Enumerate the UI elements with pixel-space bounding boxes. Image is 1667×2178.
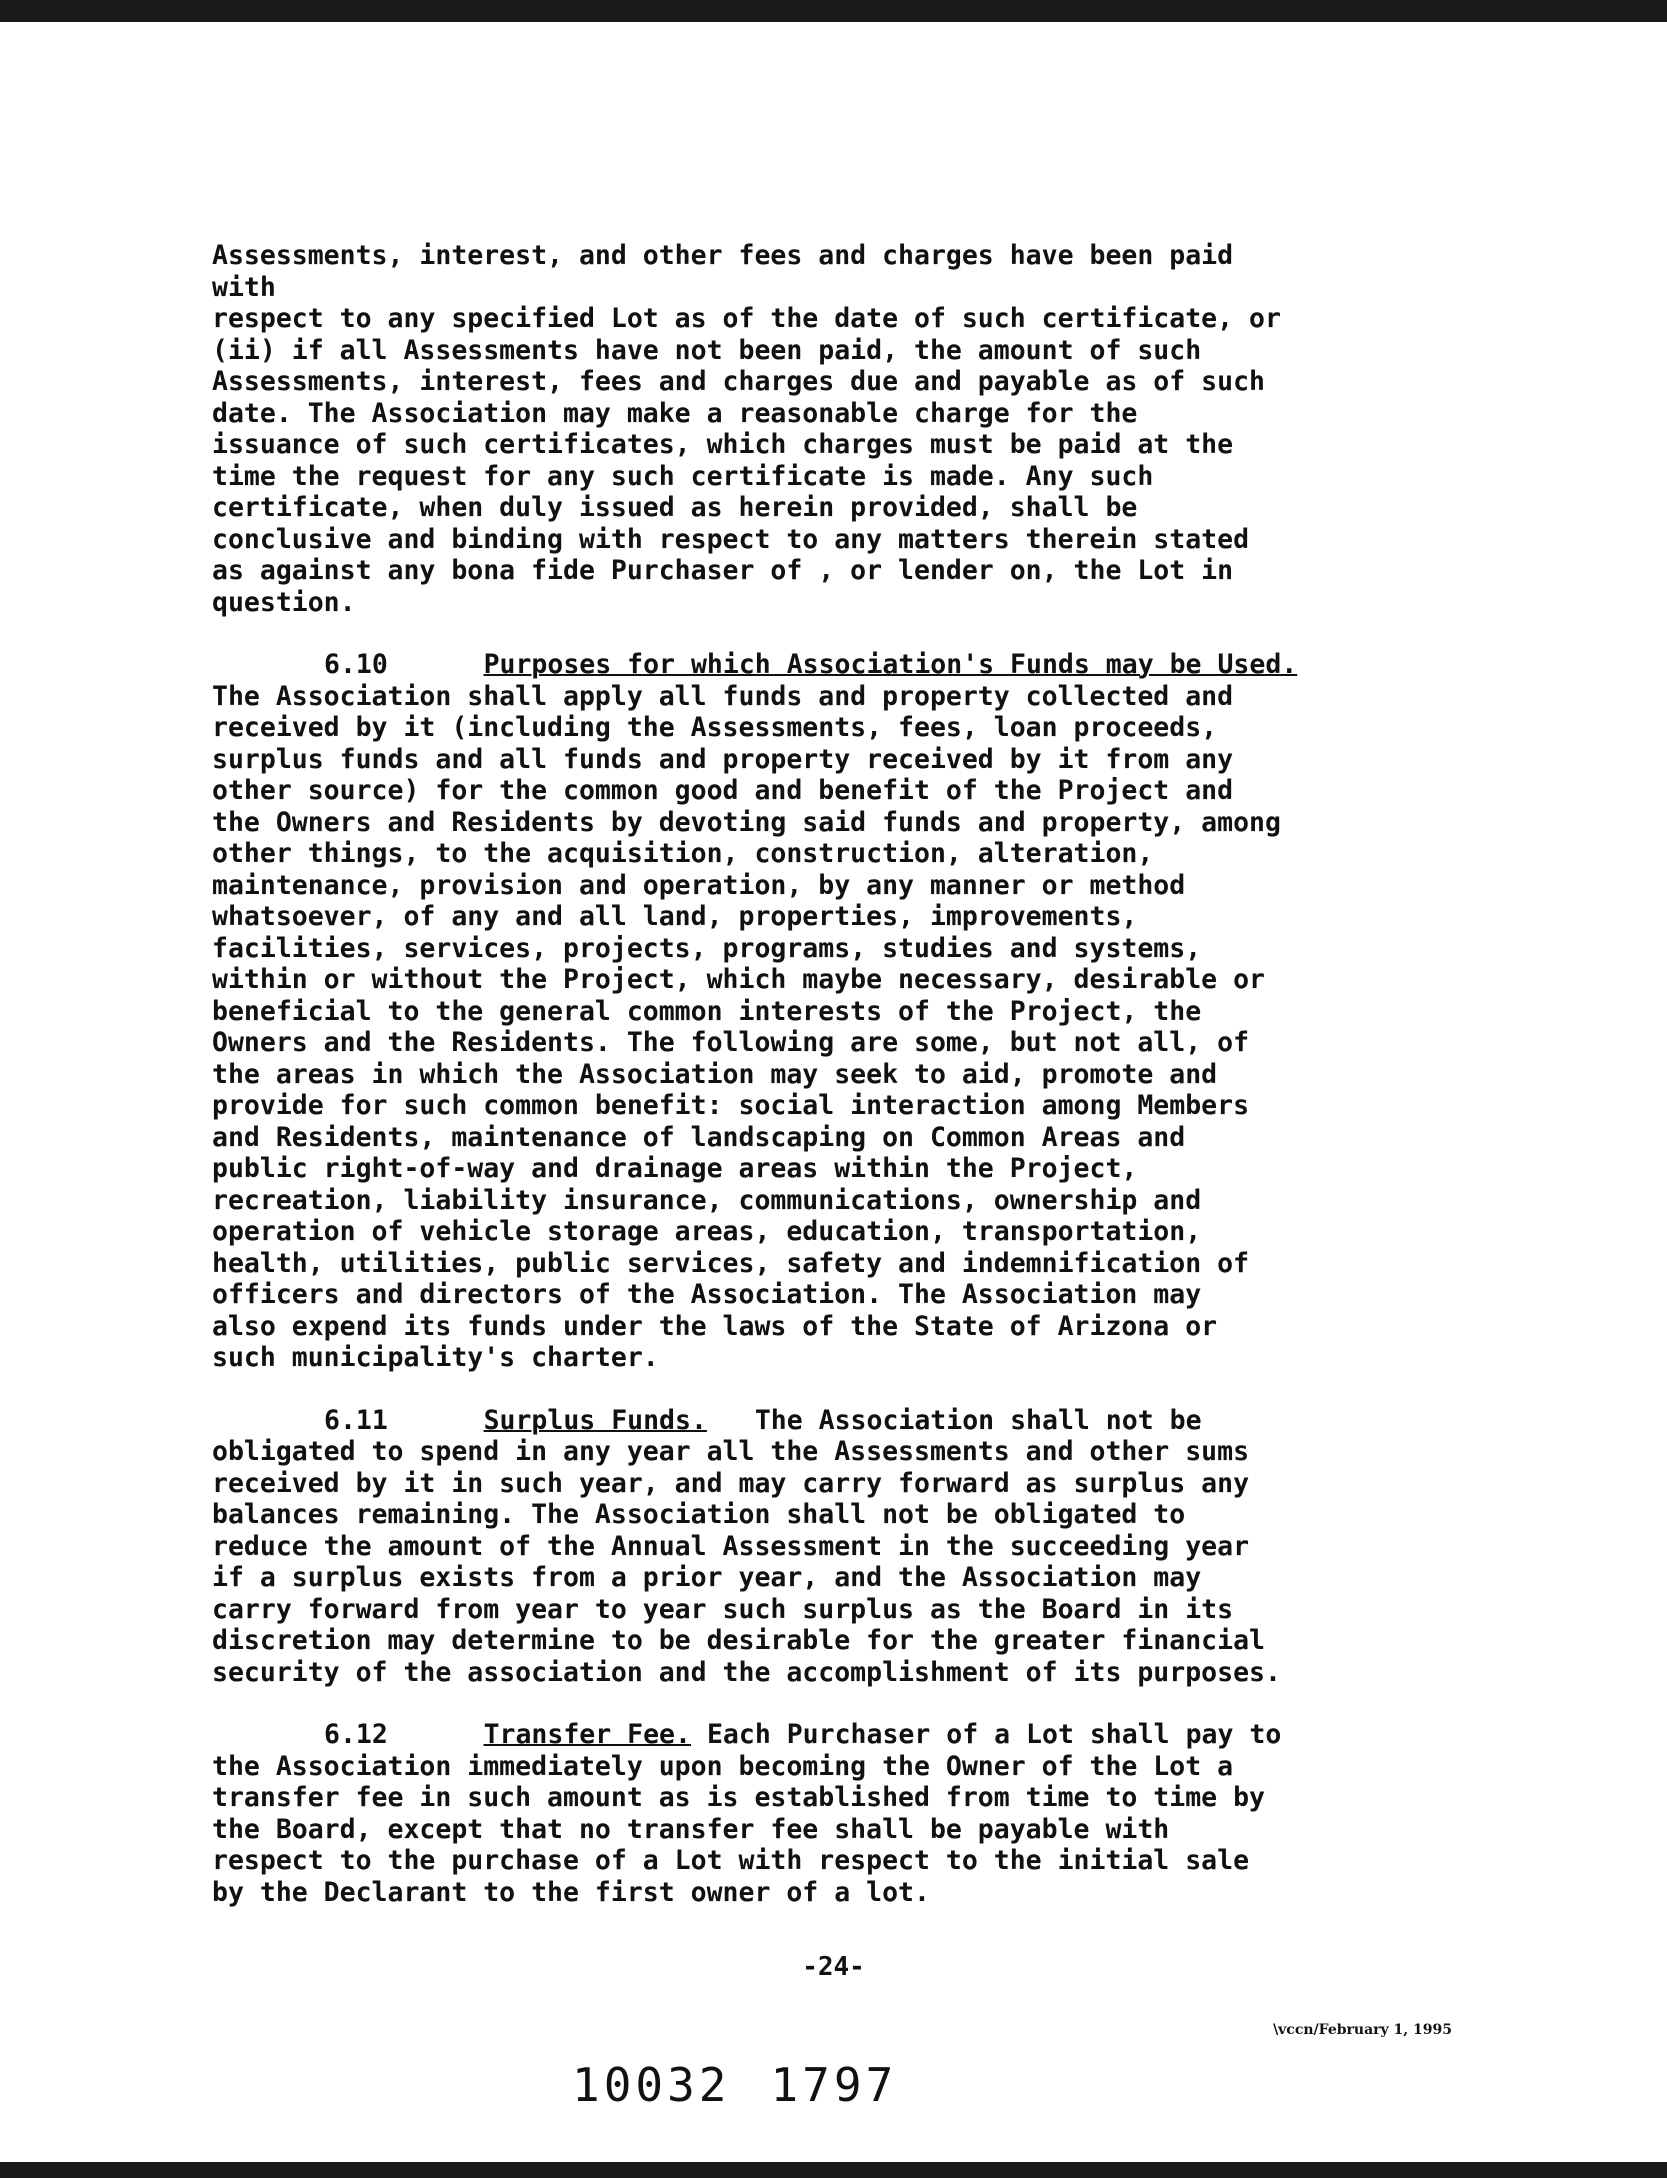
text-line: security of the association and the accomplishment of its purposes. [212,1656,1281,1688]
text-line: health, utilities, public services, safety and indemnification of [212,1247,1250,1279]
section-heading-line [212,1719,1482,1751]
text-line: received by it (including the Assessments, fees, loan proceeds, [212,712,1218,743]
text-line: obligated to spend in any year all the Assessments and other sums [212,1436,1250,1467]
text-line: Assessments, interest, fees and charges due and payable as of such [212,366,1265,397]
text-line: the Board, except that no transfer fee shall be payable with [212,1813,1170,1845]
text-line: transfer fee in such amount as is established from time to time by [212,1782,1265,1813]
document-id-left: 10032 [572,2058,731,2112]
document-body [212,240,1482,1908]
text-line: received by it in such year, and may carry forward as surplus any [212,1467,1250,1499]
text-line: respect to any specified Lot as of the date of such certificate, or [212,303,1281,334]
text-line: The Association shall apply all funds and property collected and [212,680,1234,712]
text-line: with [212,271,276,303]
text-line: and Residents, maintenance of landscaping on Common Areas and [212,1121,1186,1153]
text-line: the Association immediately upon becoming the Owner of the Lot a [212,1750,1234,1782]
text-line: by the Declarant to the first owner of a lot. [212,1876,930,1908]
document-id-right: 1797 [770,2058,898,2112]
text-line: as against any bona fide Purchaser of , or lender on, the Lot in [212,555,1234,586]
page-number: -24- [802,1952,865,1982]
section-heading-line [212,1405,1482,1437]
section-number: 6.11 [324,1404,388,1436]
text-line: recreation, liability insurance, communications, ownership and [212,1184,1202,1216]
text-line: certificate, when duly issued as herein provided, shall be [212,492,1138,523]
text-line: whatsoever, of any and all land, properties, improvements, [212,901,1138,932]
document-id [572,2058,937,2112]
text-line: Each Purchaser of a Lot shall pay to [706,1719,1282,1750]
section-number: 6.12 [324,1719,388,1750]
text-line: the areas in which the Association may seek to aid, promote and [212,1058,1218,1090]
section-6-12 [212,1719,1482,1908]
section-heading: Purposes for which Association's Funds may be Used. [483,649,1298,680]
text-line: issuance of such certificates, which charges must be paid at the [212,429,1234,460]
scan-edge-top [0,0,1667,22]
text-line: date. The Association may make a reasonable charge for the [212,397,1138,429]
text-line: Assessments, interest, and other fees and charges have been paid [212,240,1234,271]
section-6-11 [212,1405,1482,1689]
text-line: reduce the amount of the Annual Assessment in the succeeding year [212,1530,1250,1562]
text-line: such municipality's charter. [212,1342,659,1373]
text-line: provide for such common benefit: social interaction among Members [212,1090,1250,1121]
text-line: other things, to the acquisition, construction, alteration, [212,838,1154,869]
section-number: 6.10 [324,649,388,680]
text-line: conclusive and binding with respect to any matters therein stated [212,523,1250,555]
text-line: if a surplus exists from a prior year, and the Association may [212,1562,1202,1593]
text-line: respect to the purchase of a Lot with respect to the initial sale [212,1845,1250,1876]
text-line: also expend its funds under the laws of the State of Arizona or [212,1310,1218,1342]
paragraph-continuation [212,240,1482,618]
text-line: question. [212,586,356,618]
text-line: within or without the Project, which maybe necessary, desirable or [212,964,1265,995]
text-line: surplus funds and all funds and property received by it from any [212,743,1234,775]
text-line: operation of vehicle storage areas, education, transportation, [212,1216,1202,1247]
text-line: other source) for the common good and benefit of the Project and [212,775,1234,806]
text-line: officers and directors of the Association. The Association may [212,1279,1202,1310]
section-heading-line [212,649,1482,681]
text-line: beneficial to the general common interests of the Project, the [212,995,1202,1027]
section-heading: Transfer Fee. [483,1719,691,1750]
text-line: (ii) if all Assessments have not been paid, the amount of such [212,334,1202,366]
text-line: the Owners and Residents by devoting said funds and property, among [212,806,1281,838]
text-line: carry forward from year to year such surplus as the Board in its [212,1593,1234,1625]
section-6-10 [212,649,1482,1374]
text-line: public right-of-way and drainage areas within the Project, [212,1153,1138,1184]
scan-edge-bottom [0,2162,1667,2178]
section-heading: Surplus Funds. [483,1404,707,1436]
text-line: The Association shall not be [754,1404,1202,1436]
text-line: balances remaining. The Association shall not be obligated to [212,1499,1186,1530]
text-line: maintenance, provision and operation, by any manner or method [212,869,1186,901]
text-line: facilities, services, projects, programs, studies and systems, [212,932,1202,964]
footer-date: \vccn/February 1, 1995 [1273,2022,1452,2038]
text-line: time the request for any such certificate is made. Any such [212,460,1154,492]
text-line: Owners and the Residents. The following are some, but not all, of [212,1027,1250,1058]
text-line: discretion may determine to be desirable for the greater financial [212,1625,1265,1656]
